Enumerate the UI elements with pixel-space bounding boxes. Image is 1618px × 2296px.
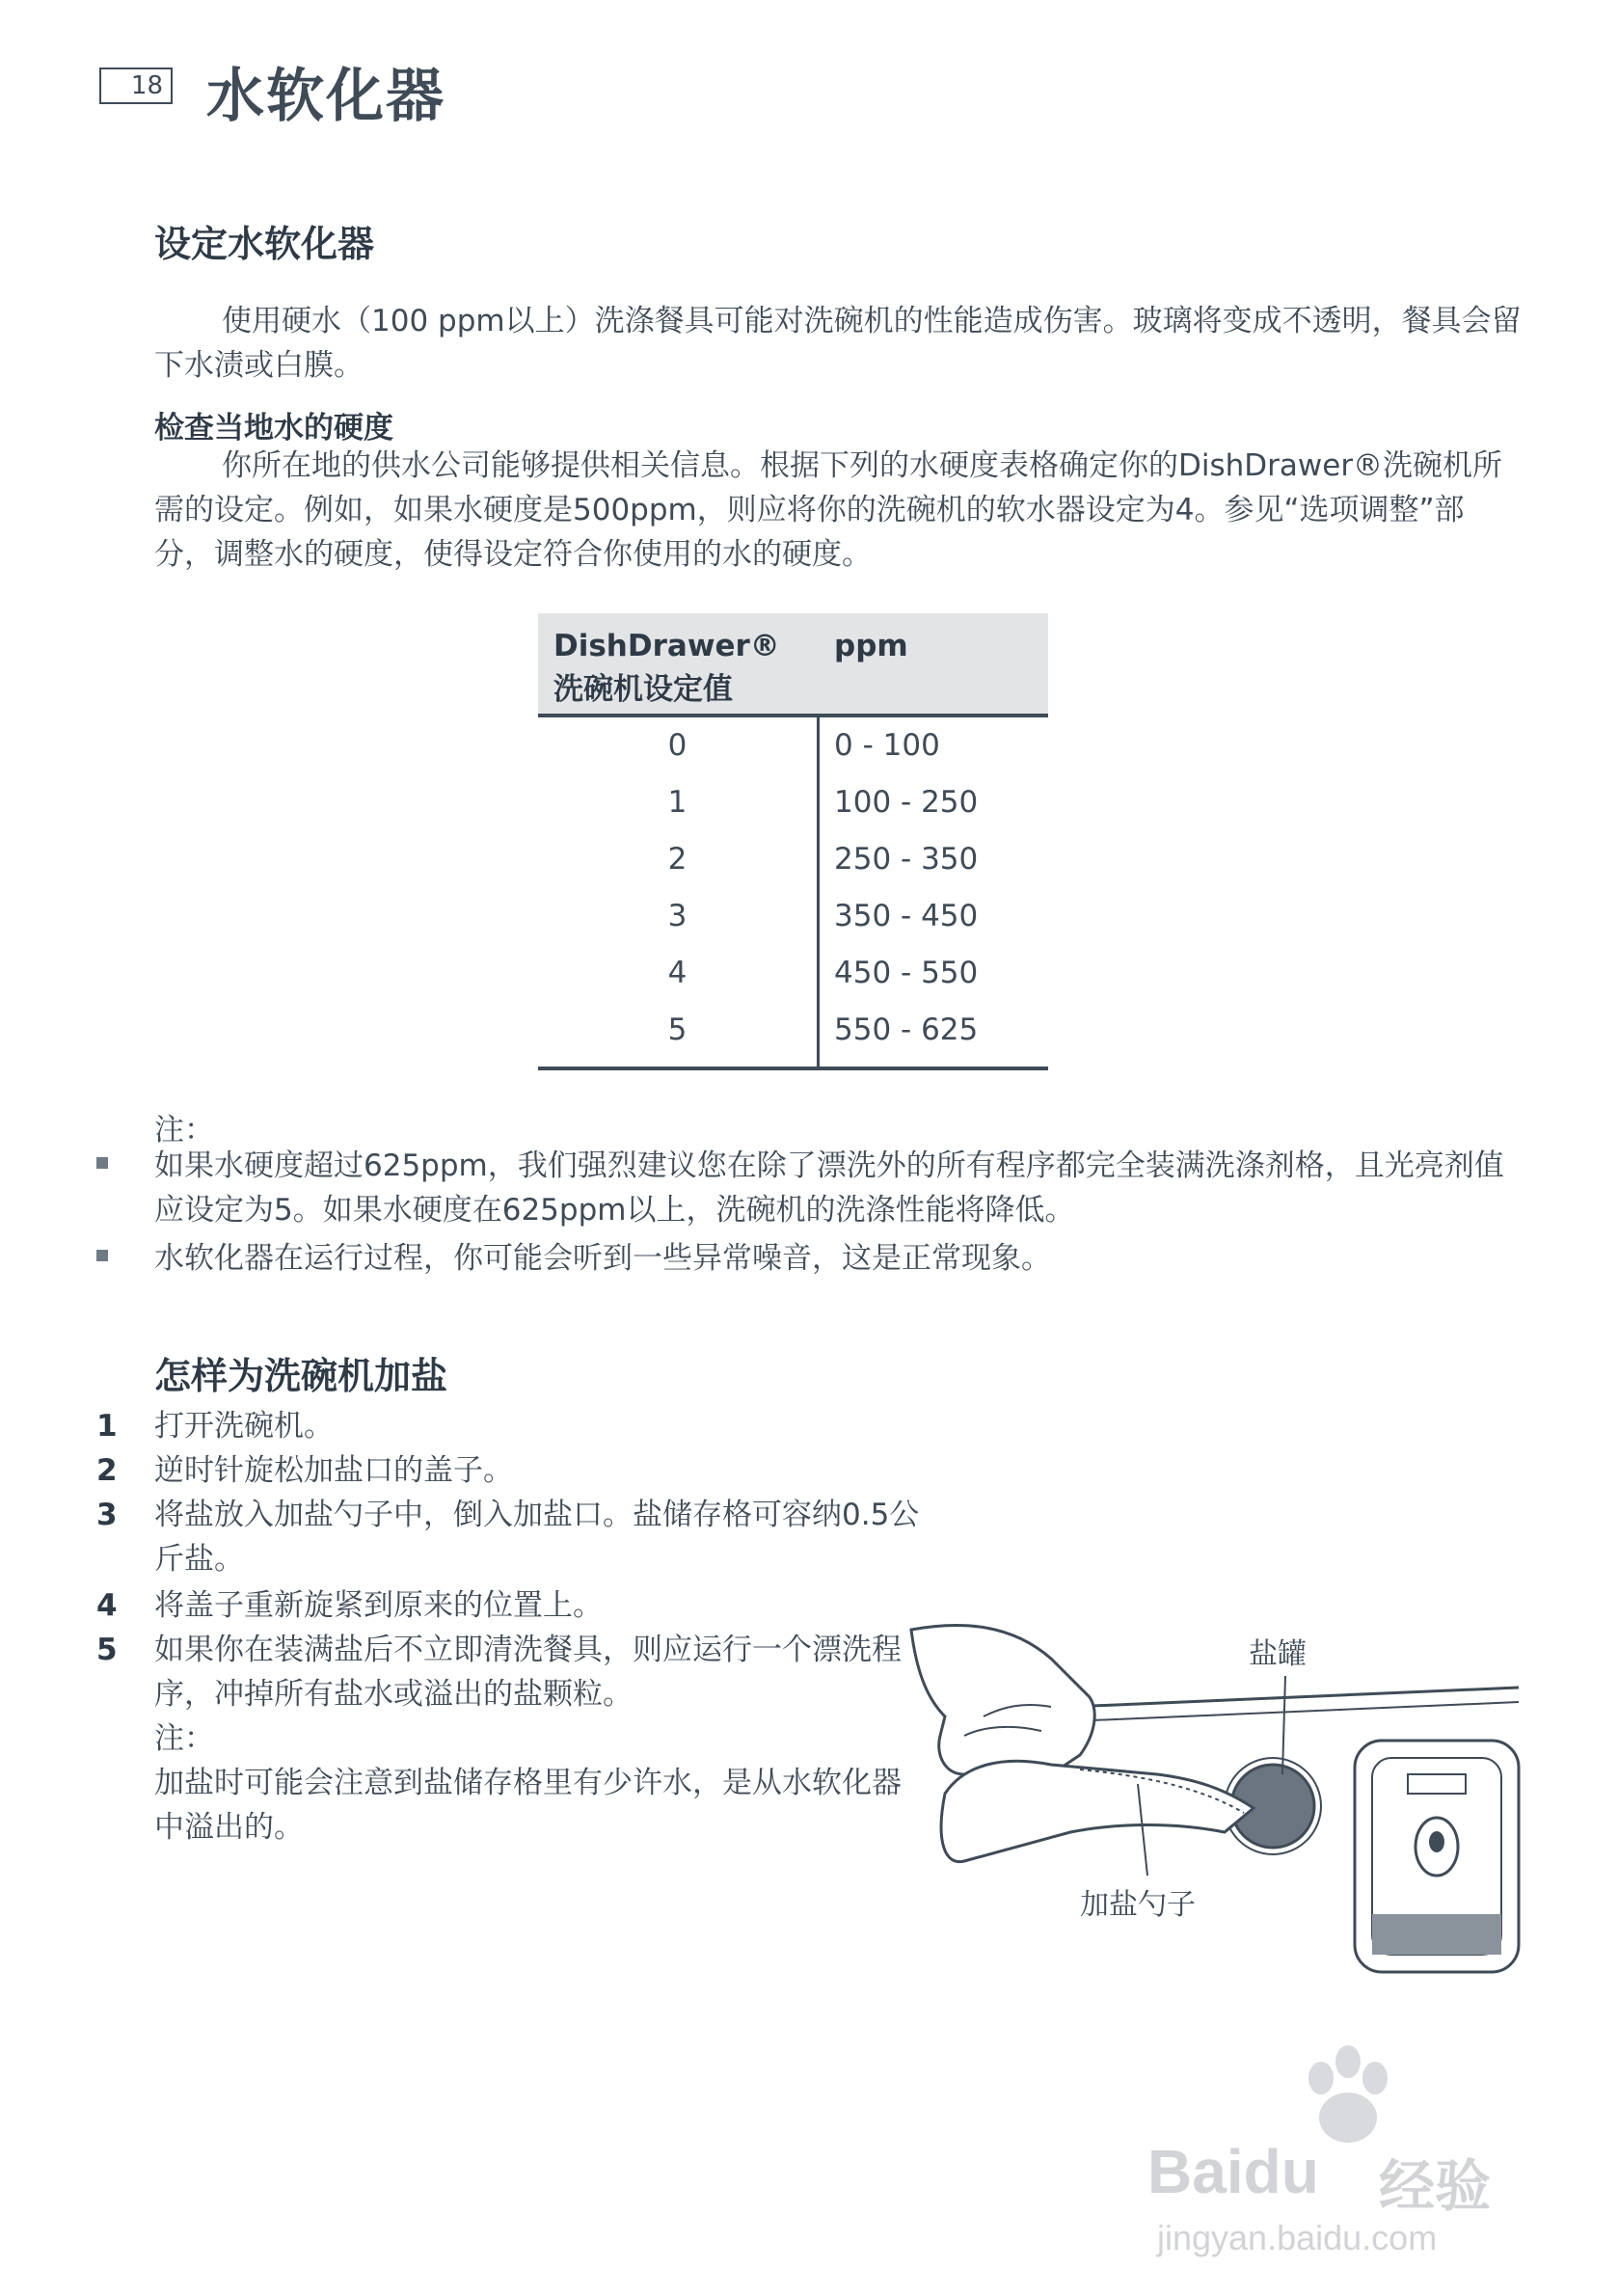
cell-setting: 0 [667,728,688,763]
step-text: 如果你在装满盐后不立即清洗餐具，则应运行一个漂洗程序，冲掉所有盐水或溢出的盐颗粒。 [154,1633,902,1712]
step-item [96,1493,945,1581]
cell-setting: 1 [667,785,688,820]
header-setting-line1: DishDrawer® [553,629,780,663]
note-item-text: 如果水硬度超过625ppm，我们强烈建议您在除了漂洗外的所有程序都完全装满洗涤剂格，且光亮剂值应设定为5。如果水硬度在625ppm以上，洗碗机的洗涤性能将降低。 [154,1148,1504,1228]
cell-ppm: 100 - 250 [834,785,979,820]
step-note-text: 加盐时可能会注意到盐储存格里有少许水，是从水软化器中溢出的。 [154,1766,902,1845]
bullet-icon [96,1250,108,1261]
header-setting-line2: 洗碗机设定值 [553,672,733,707]
section-heading-set-softener: 设定水软化器 [154,223,375,265]
table-row [538,945,1048,1002]
note-item-text: 水软化器在运行过程，你可能会听到一些异常噪音，这是正常现象。 [154,1241,1051,1276]
cell-ppm: 250 - 350 [834,842,979,877]
step-number: 2 [96,1453,118,1488]
step-text: 逆时针旋松加盐口的盖子。 [154,1453,513,1488]
cell-setting: 2 [667,842,688,877]
step-text: 将盖子重新旋紧到原来的位置上。 [154,1588,603,1623]
step-item [96,1448,906,1493]
step-item [96,1628,906,1716]
table-row [538,717,1048,774]
label-salt-container: 盐罐 [1249,1637,1307,1671]
note-item [96,1236,1524,1281]
note-item [96,1144,1524,1232]
step-number: 3 [96,1498,118,1532]
section-heading-add-salt: 怎样为洗碗机加盐 [154,1355,448,1397]
label-salt-scoop: 加盐勺子 [1080,1888,1196,1922]
watermark-brand-part1: Bai [1147,2137,1244,2206]
baidu-watermark [1147,2044,1552,2266]
intro-paragraph: 使用硬水（100 ppm以上）洗涤餐具可能对洗碗机的性能造成伤害。玻璃将变成不透明，餐具会留下水渍或白膜。 [154,304,1522,383]
salt-filling-illustration [906,1601,1524,1986]
table-row [538,1002,1048,1059]
table-row [538,888,1048,945]
step-number: 4 [96,1588,118,1623]
bullet-icon [96,1157,108,1169]
step-text: 将盐放入加盐勺子中，倒入加盐口。盐储存格可容纳0.5公斤盐。 [154,1498,920,1577]
step-number: 1 [96,1409,118,1444]
notes-label: 注： [154,1113,214,1148]
page-title: 水软化器 [206,63,445,130]
watermark-brand [1147,2136,1319,2207]
hardness-table [538,613,1048,1070]
paw-icon [1292,2044,1408,2150]
cell-setting: 4 [667,956,688,990]
step-item [96,1404,906,1448]
step-note [96,1716,906,1850]
step-number: 5 [96,1633,118,1667]
cell-ppm: 350 - 450 [834,899,979,933]
step-note-label: 注： [154,1721,214,1756]
watermark-url: jingyan.baidu.com [1157,2218,1438,2257]
step-item [96,1583,906,1628]
table-row [538,831,1048,888]
header-setting [553,625,780,712]
cell-setting: 3 [667,899,688,933]
watermark-brand-part2: du [1243,2137,1319,2206]
step-text: 打开洗碗机。 [154,1409,334,1444]
hardness-paragraph: 你所在地的供水公司能够提供相关信息。根据下列的水硬度表格确定你的DishDrawer®洗碗机所需的设定。例如，如果水硬度是500ppm，则应将你的洗碗机的软水器设定为4。参见“选项调整”部分，调整水的硬度，使得设定符合你使用的水的硬度。 [154,448,1503,572]
table-row [538,774,1048,831]
table-header [538,613,1048,717]
table-body [538,717,1048,1070]
cell-ppm: 0 - 100 [834,728,940,763]
watermark-product: 经验 [1379,2155,1492,2218]
cell-ppm: 550 - 625 [834,1013,979,1047]
cell-ppm: 450 - 550 [834,956,979,990]
subheading-check-hardness: 检查当地水的硬度 [154,411,393,446]
cell-setting: 5 [667,1013,688,1047]
page-number: 18 [99,68,173,104]
salt-illustration-drawing [906,1601,1524,1986]
header-ppm: ppm [834,629,908,663]
